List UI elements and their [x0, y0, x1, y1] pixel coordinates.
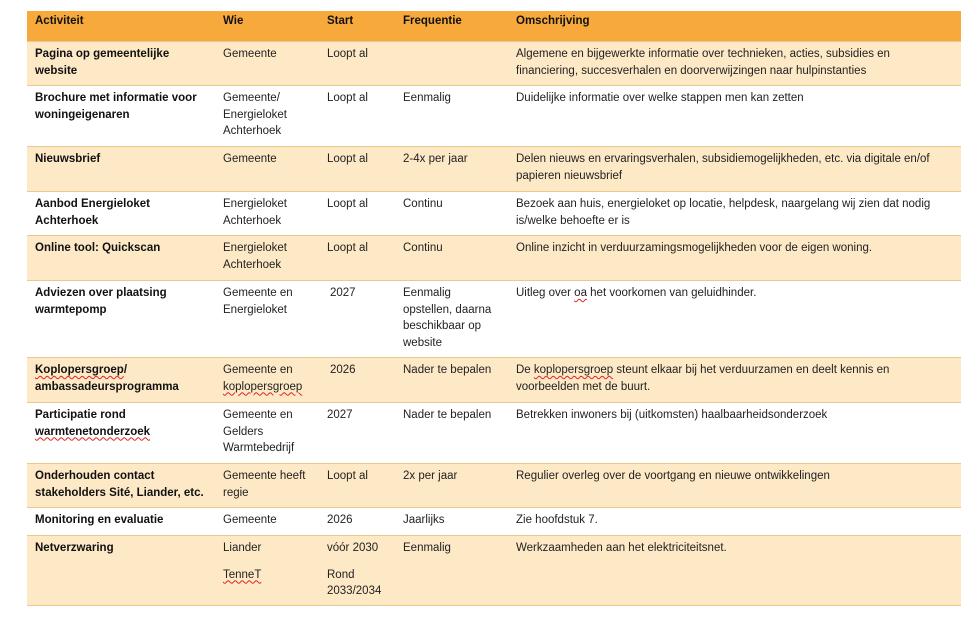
planning-table: [27, 11, 961, 606]
cell-omschrijving: [508, 358, 961, 403]
text-part: Uitleg over: [516, 287, 575, 299]
cell-start: Loopt al: [319, 147, 395, 192]
cell-wie: Gemeente en Gelders Warmtebedrijf: [215, 403, 319, 464]
cell-frequentie: 2x per jaar: [395, 464, 508, 508]
cell-omschrijving: Regulier overleg over de voortgang en nieuwe ontwikkelingen: [508, 464, 961, 508]
cell-start: Loopt al: [319, 86, 395, 147]
cell-wie: Gemeente/ Energieloket Achterhoek: [215, 86, 319, 147]
cell-start: [319, 536, 395, 606]
cell-activiteit: Brochure met informatie voor woningeigenaren: [27, 86, 215, 147]
table-row: [27, 42, 961, 86]
cell-wie: Gemeente: [215, 508, 319, 536]
cell-frequentie: Eenmalig: [395, 536, 508, 606]
table-row: [27, 464, 961, 508]
text-part: / ambassadeursprogramma: [35, 364, 179, 393]
cell-wie: Gemeente: [215, 42, 319, 86]
cell-frequentie: Eenmalig opstellen, daarna beschikbaar op website: [395, 281, 508, 358]
cell-frequentie: Continu: [395, 192, 508, 236]
header-omschrijving: Omschrijving: [508, 11, 961, 42]
cell-start: 2026: [319, 508, 395, 536]
cell-frequentie: 2-4x per jaar: [395, 147, 508, 192]
cell-omschrijving: [508, 281, 961, 358]
table-header-row: [27, 11, 961, 42]
spellcheck-flagged-word: TenneT: [223, 568, 262, 581]
table-row: [27, 86, 961, 147]
cell-activiteit: [27, 403, 215, 464]
spellcheck-flagged-word: koplopersgroep: [533, 364, 614, 376]
cell-wie: [215, 536, 319, 606]
table-row: [27, 281, 961, 358]
text-part: De: [516, 364, 534, 376]
cell-wie: Gemeente en Energieloket: [215, 281, 319, 358]
cell-start: Loopt al: [319, 42, 395, 86]
cell-omschrijving: Betrekken inwoners bij (uitkomsten) haalbaarheidsonderzoek: [508, 403, 961, 464]
header-wie: Wie: [215, 11, 319, 42]
cell-activiteit: Pagina op gemeentelijke website: [27, 42, 215, 86]
cell-activiteit: Aanbod Energieloket Achterhoek: [27, 192, 215, 236]
cell-start: 2027: [319, 403, 395, 464]
cell-wie: Energieloket Achterhoek: [215, 236, 319, 281]
spellcheck-flagged-word: koplopersgroep: [223, 380, 303, 393]
cell-omschrijving: Online inzicht in verduurzamingsmogelijkheden voor de eigen woning.: [508, 236, 961, 281]
cell-omschrijving: Duidelijke informatie over welke stappen men kan zetten: [508, 86, 961, 147]
cell-omschrijving: Delen nieuws en ervaringsverhalen, subsidiemogelijkheden, etc. via digitale en/of papieren nieuwsbrief: [508, 147, 961, 192]
cell-wie: Gemeente: [215, 147, 319, 192]
cell-start: 2027: [319, 281, 395, 358]
cell-wie: Energieloket Achterhoek: [215, 192, 319, 236]
cell-omschrijving: Werkzaamheden aan het elektriciteitsnet.: [508, 536, 961, 606]
cell-start: Loopt al: [319, 192, 395, 236]
cell-frequentie: [395, 42, 508, 86]
table-row: [27, 147, 961, 192]
header-activiteit: Activiteit: [27, 11, 215, 42]
cell-omschrijving: Algemene en bijgewerkte informatie over technieken, acties, subsidies en financiering, succesverhalen en doorverwijzingen naar hulpinstanties: [508, 42, 961, 86]
cell-start: Loopt al: [319, 236, 395, 281]
table-row: [27, 403, 961, 464]
text-part: steunt elkaar bij het verduurzamen en deelt kennis en voorbeelden met de buurt.: [516, 364, 890, 393]
text-part: vóór 2030: [327, 542, 379, 554]
spellcheck-flagged-word: Koplopersgroep: [35, 364, 124, 376]
cell-frequentie: Nader te bepalen: [395, 403, 508, 464]
cell-omschrijving: Bezoek aan huis, energieloket op locatie, helpdesk, naargelang wij zien dat nodig is/welke behoefte er is: [508, 192, 961, 236]
table-row: [27, 536, 961, 606]
cell-frequentie: Nader te bepalen: [395, 358, 508, 403]
cell-omschrijving: Zie hoofdstuk 7.: [508, 508, 961, 536]
table-row: [27, 508, 961, 536]
cell-frequentie: Jaarlijks: [395, 508, 508, 536]
spellcheck-flagged-word: warmtenetonderzoek: [35, 425, 151, 438]
cell-start: Loopt al: [319, 464, 395, 508]
cell-frequentie: Eenmalig: [395, 86, 508, 147]
cell-frequentie: Continu: [395, 236, 508, 281]
cell-activiteit: [27, 358, 215, 403]
spellcheck-flagged-word: oa: [574, 287, 587, 299]
table-row: [27, 236, 961, 281]
cell-activiteit: Onderhouden contact stakeholders Sité, Liander, etc.: [27, 464, 215, 508]
text-part: Gemeente en: [223, 364, 293, 376]
header-frequentie: Frequentie: [395, 11, 508, 42]
text-part: het voorkomen van geluidhinder.: [586, 287, 757, 299]
text-part: Rond 2033/2034: [327, 568, 382, 597]
cell-activiteit: Monitoring en evaluatie: [27, 508, 215, 536]
cell-wie: Gemeente heeft regie: [215, 464, 319, 508]
cell-start: 2026: [319, 358, 395, 403]
cell-activiteit: Netverzwaring: [27, 536, 215, 606]
table-row: [27, 358, 961, 403]
cell-activiteit: Nieuwsbrief: [27, 147, 215, 192]
text-part: Liander: [223, 542, 262, 554]
header-start: Start: [319, 11, 395, 42]
cell-activiteit: Online tool: Quickscan: [27, 236, 215, 281]
table-row: [27, 192, 961, 236]
cell-activiteit: Adviezen over plaatsing warmtepomp: [27, 281, 215, 358]
text-part: Participatie rond: [35, 409, 126, 421]
cell-wie: [215, 358, 319, 403]
